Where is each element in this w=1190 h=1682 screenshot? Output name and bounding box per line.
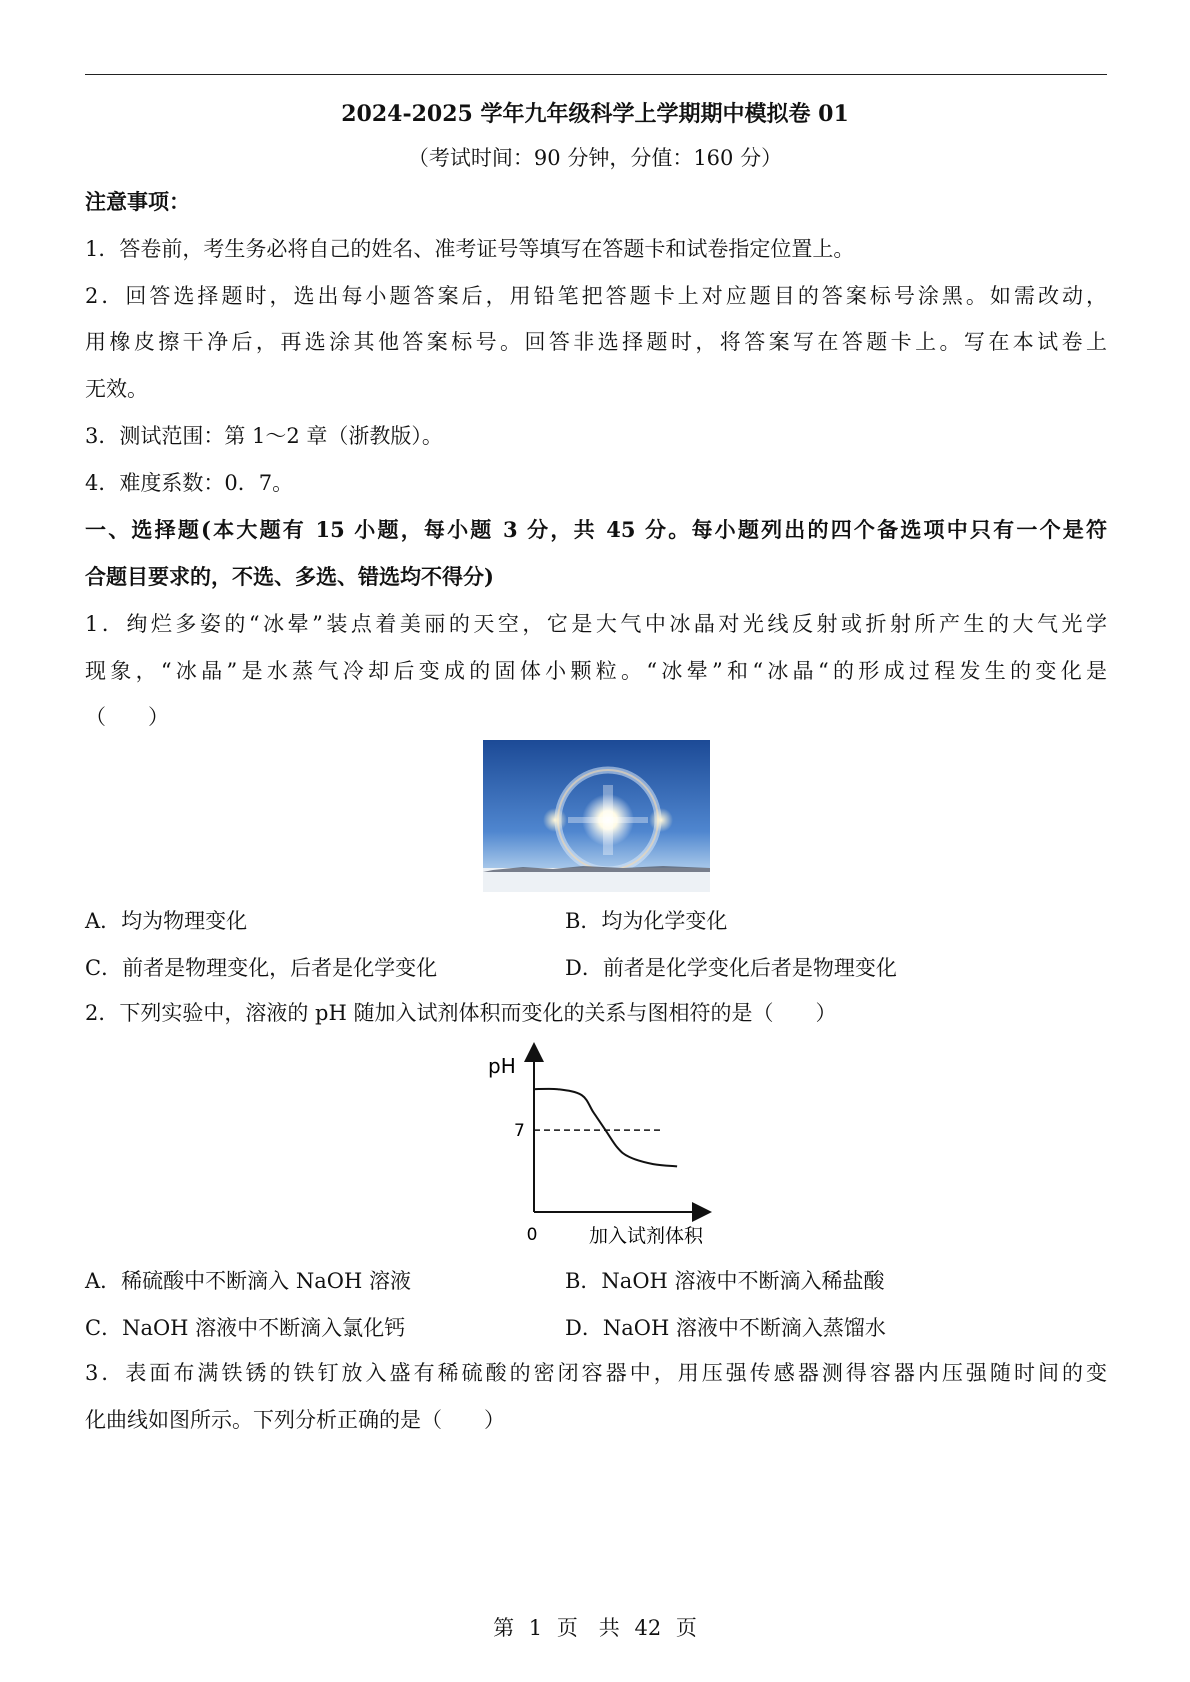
- origin-label: 0: [526, 1225, 538, 1245]
- footer-page-number: 1: [528, 1616, 543, 1640]
- ice-halo-image: [483, 740, 710, 892]
- question-3-line2: 化曲线如图所示。下列分析正确的是（ ）: [85, 1408, 505, 1432]
- page-footer: [0, 1612, 1190, 1642]
- section-heading-line2: 合题目要求的，不选、多选、错选均不得分): [85, 564, 494, 589]
- q1-option-a: A．均为物理变化: [85, 909, 248, 933]
- header-rule: [85, 74, 1107, 75]
- x-axis-label: 加入试剂体积: [588, 1225, 704, 1247]
- notice-item-2: 2．回答选择题时，选出每小题答案后，用铅笔把答题卡上对应题目的答案标号涂黑。如需改动，: [85, 284, 1107, 308]
- notice-item-4: 4．难度系数：0．7。: [85, 471, 294, 495]
- ice-halo-photo: [483, 740, 710, 892]
- q1-option-c: C．前者是物理变化，后者是化学变化: [85, 956, 438, 980]
- footer-mid: 页 共: [556, 1616, 620, 1640]
- q2-option-d: D．NaOH 溶液中不断滴入蒸馏水: [565, 1316, 886, 1340]
- ph-chart-svg: [474, 1040, 714, 1250]
- footer-suffix: 页: [675, 1616, 697, 1640]
- q2-option-a: A．稀硫酸中不断滴入 NaOH 溶液: [85, 1269, 411, 1293]
- notice-item-3: 3．测试范围：第 1～2 章（浙教版）。: [85, 424, 443, 448]
- notice-item-2-end: 无效。: [85, 377, 148, 401]
- footer-total-pages: 42: [634, 1616, 662, 1640]
- ph-7-tick-label: 7: [514, 1121, 525, 1142]
- question-1-line3: （ ）: [85, 705, 169, 729]
- y-axis-label: pH: [488, 1054, 516, 1078]
- question-1-line2: 现象，“冰晶”是水蒸气冷却后变成的固体小颗粒。“冰晕”和“冰晶“的形成过程发生的变化是: [85, 659, 1107, 683]
- ph-curve: [534, 1089, 677, 1167]
- q1-option-b: B．均为化学变化: [565, 909, 728, 933]
- page-title: 2024-2025 学年九年级科学上学期期中模拟卷 01: [341, 101, 849, 127]
- ph-chart: [474, 1040, 714, 1250]
- question-2-line1: 2．下列实验中，溶液的 pH 随加入试剂体积而变化的关系与图相符的是（ ）: [85, 1001, 837, 1025]
- notice-heading: 注意事项：: [85, 189, 190, 214]
- notice-item-1: 1．答卷前，考生务必将自己的姓名、准考证号等填写在答题卡和试卷指定位置上。: [85, 237, 855, 261]
- exam-info: （考试时间：90 分钟，分值：160 分）: [407, 146, 783, 170]
- question-3-line1: 3．表面布满铁锈的铁钉放入盛有稀硫酸的密闭容器中，用压强传感器测得容器内压强随时间的变: [85, 1361, 1107, 1385]
- footer-prefix: 第: [493, 1616, 515, 1640]
- question-1-line1: 1．绚烂多姿的“冰晕”装点着美丽的天空，它是大气中冰晶对光线反射或折射所产生的大气光学: [85, 612, 1107, 636]
- q2-option-b: B．NaOH 溶液中不断滴入稀盐酸: [565, 1269, 885, 1293]
- notice-item-2-cont: 用橡皮擦干净后，再选涂其他答案标号。回答非选择题时，将答案写在答题卡上。写在本试卷上: [85, 330, 1107, 354]
- q1-option-d: D．前者是化学变化后者是物理变化: [565, 956, 897, 980]
- section-heading-line1: 一、选择题(本大题有 15 小题，每小题 3 分，共 45 分。每小题列出的四个备选项中只有一个是符: [85, 517, 1107, 542]
- q2-option-c: C．NaOH 溶液中不断滴入氯化钙: [85, 1316, 406, 1340]
